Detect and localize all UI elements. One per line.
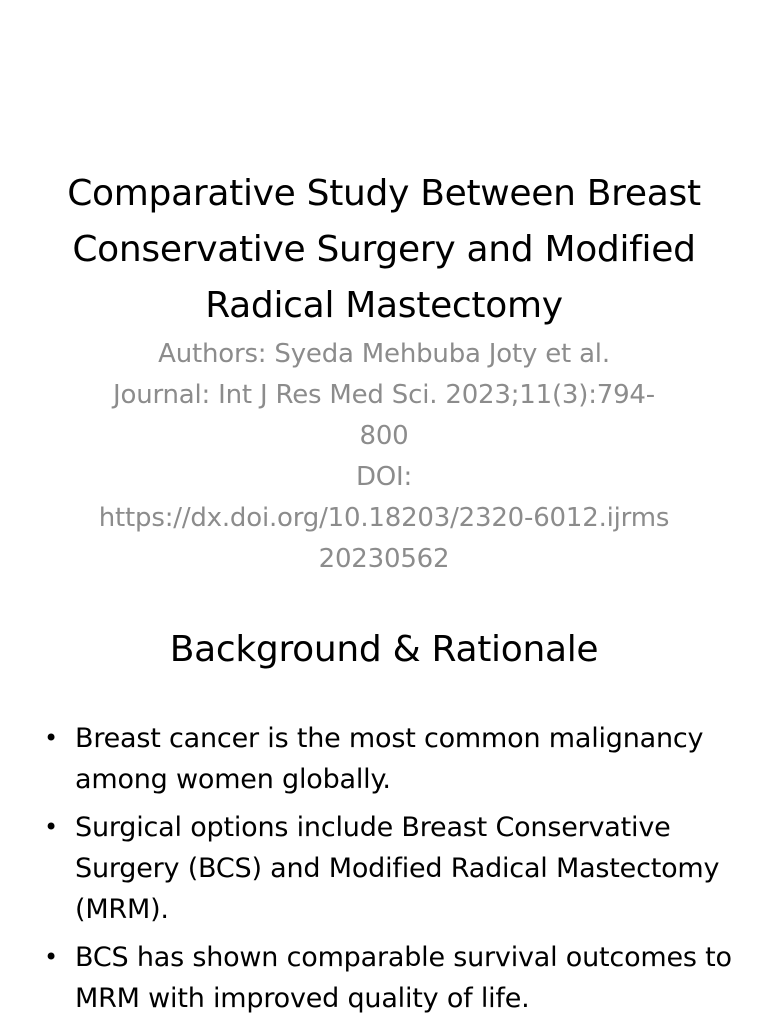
authors-line: Authors: Syeda Mehbuba Joty et al. [158, 339, 610, 369]
bullet-icon: • [44, 813, 58, 841]
slide-title: Comparative Study Between Breast Conservative Surgery and Modified Radical Mastectomy [67, 173, 701, 326]
doi-link[interactable]: https://dx.doi.org/10.18203/2320-6012.ijrms20230562 [98, 503, 670, 574]
slide-subtitle [96, 334, 672, 576]
background-slide [0, 576, 768, 1024]
list-item [40, 807, 740, 930]
journal-line: Journal: Int J Res Med Sci. 2023;11(3):794-800 [113, 380, 655, 451]
bullet-text: BCS has shown comparable survival outcomes to MRM with improved quality of life. [75, 942, 732, 1014]
bullet-icon: • [44, 943, 58, 971]
list-item [40, 937, 740, 1019]
list-item [40, 718, 740, 800]
bullet-text: Surgical options include Breast Conservative Surgery (BCS) and Modified Radical Mastectomy (MRM). [75, 812, 720, 925]
doi-label: DOI: [355, 462, 413, 492]
slide-heading: Background & Rationale [169, 629, 599, 670]
bullet-text: Breast cancer is the most common malignancy among women globally. [75, 723, 704, 795]
bullet-list [40, 718, 740, 1024]
bullet-icon: • [44, 724, 58, 752]
